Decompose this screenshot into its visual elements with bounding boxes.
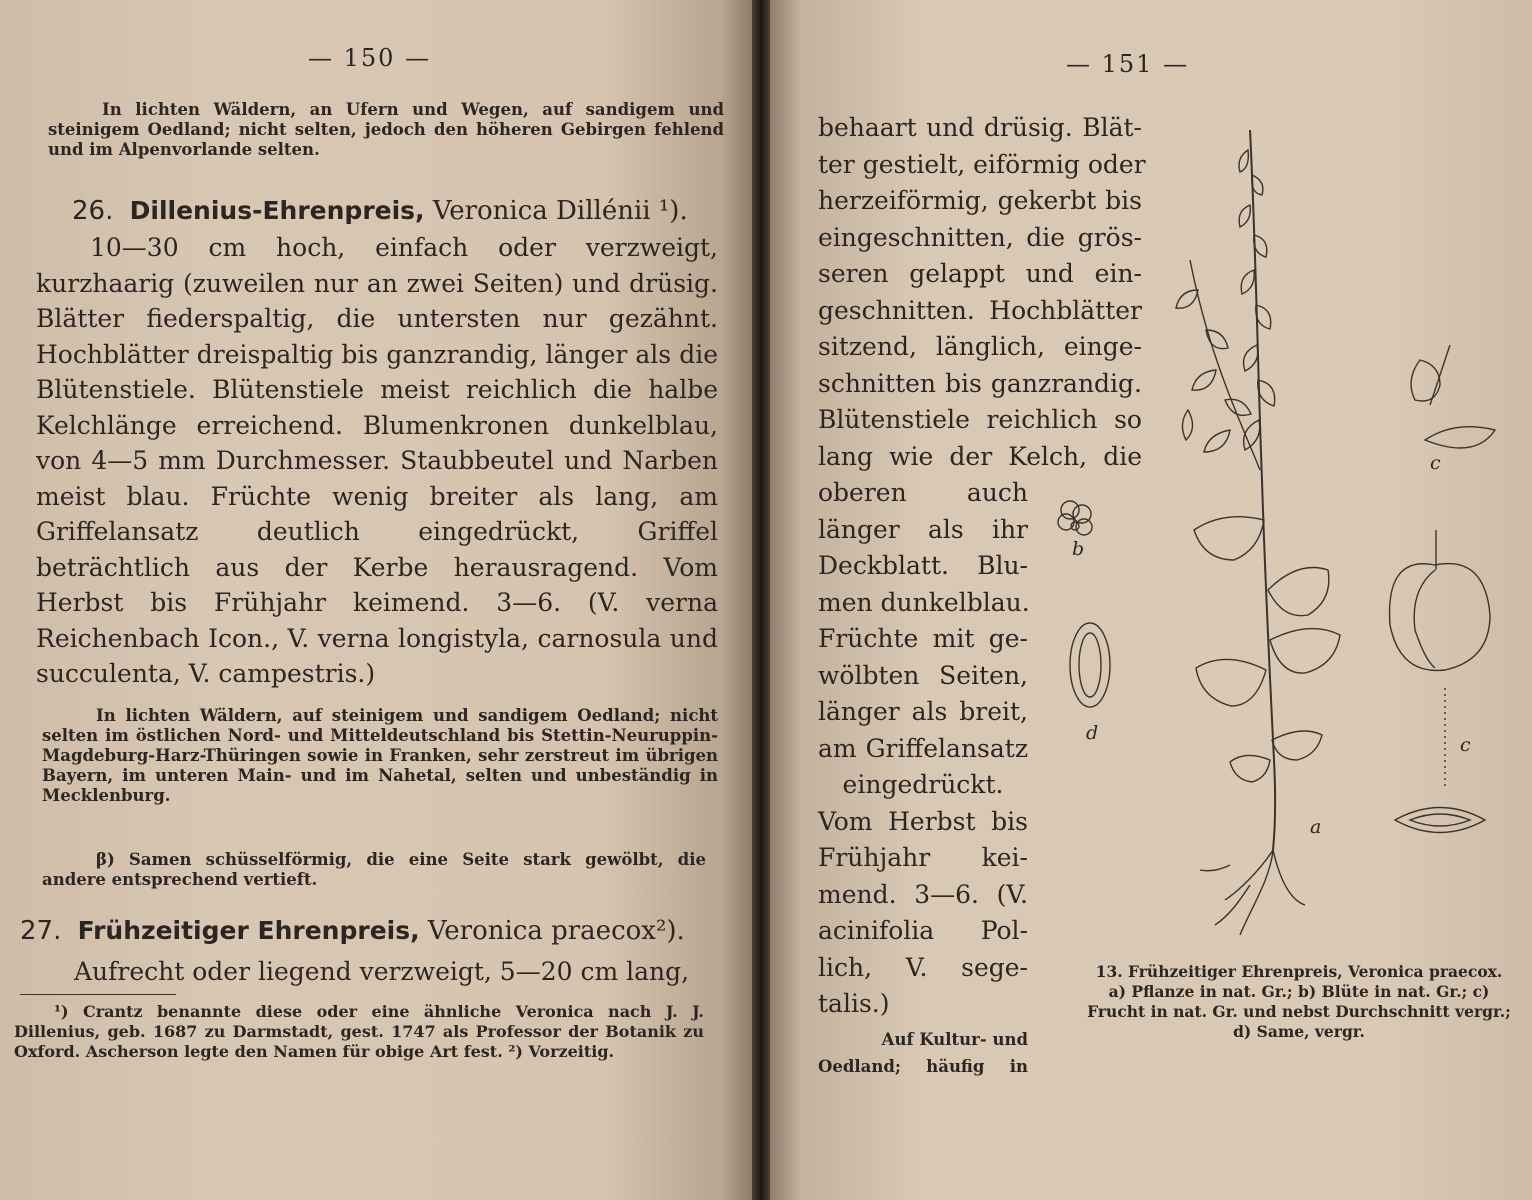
text-line: am Griffelansatz	[818, 733, 1028, 763]
text-line: mend. 3—6. (V.	[818, 879, 1028, 909]
text-line: Blütenstiele reichlich so	[818, 405, 1142, 434]
figure-label-c-upper: c	[1430, 452, 1441, 474]
text-line: geschnitten. Hochblätter	[818, 295, 1142, 325]
text-line: wölbten Seiten,	[818, 660, 1028, 690]
figure-label-a: a	[1310, 816, 1322, 838]
text-line: oberen auch	[818, 478, 1028, 507]
footnote-rule	[20, 994, 176, 995]
text-line: eingeschnitten, die grös-	[818, 222, 1142, 252]
text-line: lang wie der Kelch, die	[818, 441, 1142, 471]
text-line: länger als breit,	[818, 697, 1028, 726]
caption-line: 13. Frühzeitiger Ehrenpreis, Veronica praecox.	[1095, 962, 1503, 981]
habitat-note-top	[48, 100, 724, 160]
text-line: herzeiförmig, gekerbt bis	[818, 186, 1142, 215]
figure-label-c-lower: c	[1460, 734, 1471, 756]
footnote	[14, 1002, 704, 1062]
caption-line: a) Pflanze in nat. Gr.; b) Blüte in nat. Gr.; c)	[1108, 982, 1490, 1001]
text-line: seren gelappt und ein-	[818, 259, 1142, 288]
species-27-description	[20, 954, 700, 990]
text-line: sitzend, länglich, einge-	[818, 332, 1142, 361]
text-line: Frühjahr kei-	[818, 843, 1028, 872]
text-line: länger als ihr	[818, 514, 1028, 544]
page-number-151: — 151 —	[1066, 50, 1190, 78]
text-line: behaart und drüsig. Blät-	[818, 113, 1142, 142]
description-text: 10—30 cm hoch, einfach oder verzweigt, kurzhaarig (zuweilen nur an zwei Seiten) und drüsig. Blätter fiederspaltig, die untersten nur gezähnt. Hochblätter dreispaltig bis ganzrandig, länger als die Blütenstiele. Blütenstiele meist reichlich die halbe Kelchlänge erreichend. Blumenkronen dunkelblau, von 4—5 mm Durchmesser. Staubbeutel und Narben meist blau. Früchte wenig breiter als lang, am Griffelansatz deutlich eingedrückt, Griffel beträchtlich aus der Kerbe herausragend. Vom Herbst bis Frühjahr keimend. 3—6. (V. verna Reichenbach Icon., V. verna longistyla, carnosula und succulenta, V. campestris.)	[36, 233, 718, 688]
text-line: men dunkelblau.	[818, 587, 1030, 617]
caption-line: Frucht in nat. Gr. und nebst Durchschnitt vergr.;	[1087, 1002, 1511, 1021]
figure-label-d: d	[1086, 722, 1099, 744]
figure-label-b: b	[1072, 538, 1085, 560]
text-line: Vom Herbst bis	[818, 806, 1028, 836]
text-line: lich, V. sege-	[818, 952, 1028, 982]
species-name: Frühzeitiger Ehrenpreis,	[77, 916, 420, 945]
text-line: schnitten bis ganzrandig.	[818, 368, 1142, 398]
caption-line: d) Same, vergr.	[1233, 1022, 1365, 1041]
description-text: Aufrecht oder liegend verzweigt, 5—20 cm lang,	[74, 957, 690, 986]
text-line: ter gestielt, eiförmig oder	[818, 149, 1146, 179]
text-line: talis.)	[818, 989, 890, 1018]
habitat-text: In lichten Wäldern, auf steinigem und sandigem Oedland; nicht selten im östlichen Nord- und Mitteldeutschland bis Stettin-Neuruppin-Magdeburg-Harz-Thüringen sowie in Franken, sehr zerstreut im übrigen Bayern, im unteren Main- und im Nahetal, selten und unbeständig in Mecklenburg.	[42, 706, 718, 805]
species-latin-name: Veronica Dillénii ¹).	[432, 196, 688, 226]
species-latin-name: Veronica praecox²).	[427, 916, 685, 946]
species-26-heading	[72, 194, 732, 228]
book-gutter	[752, 0, 770, 1200]
species-26-description	[36, 230, 718, 692]
footnote-text: ¹) Crantz benannte diese oder eine ähnliche Veronica nach J. J. Dillenius, geb. 1687 zu Darmstadt, gest. 1747 als Professor der Botanik zu Oxford. Ascherson legte den Namen für obige Art fest. ²) Vorzeitig.	[14, 1002, 704, 1061]
text-line: Deckblatt. Blu-	[818, 551, 1028, 580]
right-page	[770, 0, 1532, 1200]
species-number: 27.	[20, 916, 62, 946]
species-26-beta-note	[42, 850, 706, 890]
text-line: acinifolia Pol-	[818, 916, 1028, 945]
species-number: 26.	[72, 196, 114, 226]
habitat-line: Auf Kultur- und	[881, 1029, 1028, 1049]
habitat-text: In lichten Wäldern, an Ufern und Wegen, auf sandigem und steinigem Oedland; nicht selten, jedoch den höheren Gebirgen fehlend und im Alpenvorlande selten.	[48, 100, 724, 159]
text-line: eingedrückt.	[842, 770, 1004, 799]
species-27-heading	[20, 914, 720, 948]
text-line: Früchte mit ge-	[818, 624, 1028, 653]
left-page	[0, 0, 752, 1200]
page-number-150: — 150 —	[308, 44, 432, 72]
figure-caption	[1070, 962, 1528, 1042]
beta-text: β) Samen schüsselförmig, die eine Seite stark gewölbt, die andere entsprechend vertieft.	[42, 850, 706, 889]
species-name: Dillenius-Ehrenpreis,	[129, 196, 425, 225]
habitat-line: Oedland; häufig in	[818, 1056, 1028, 1076]
species-26-habitat	[42, 706, 718, 806]
